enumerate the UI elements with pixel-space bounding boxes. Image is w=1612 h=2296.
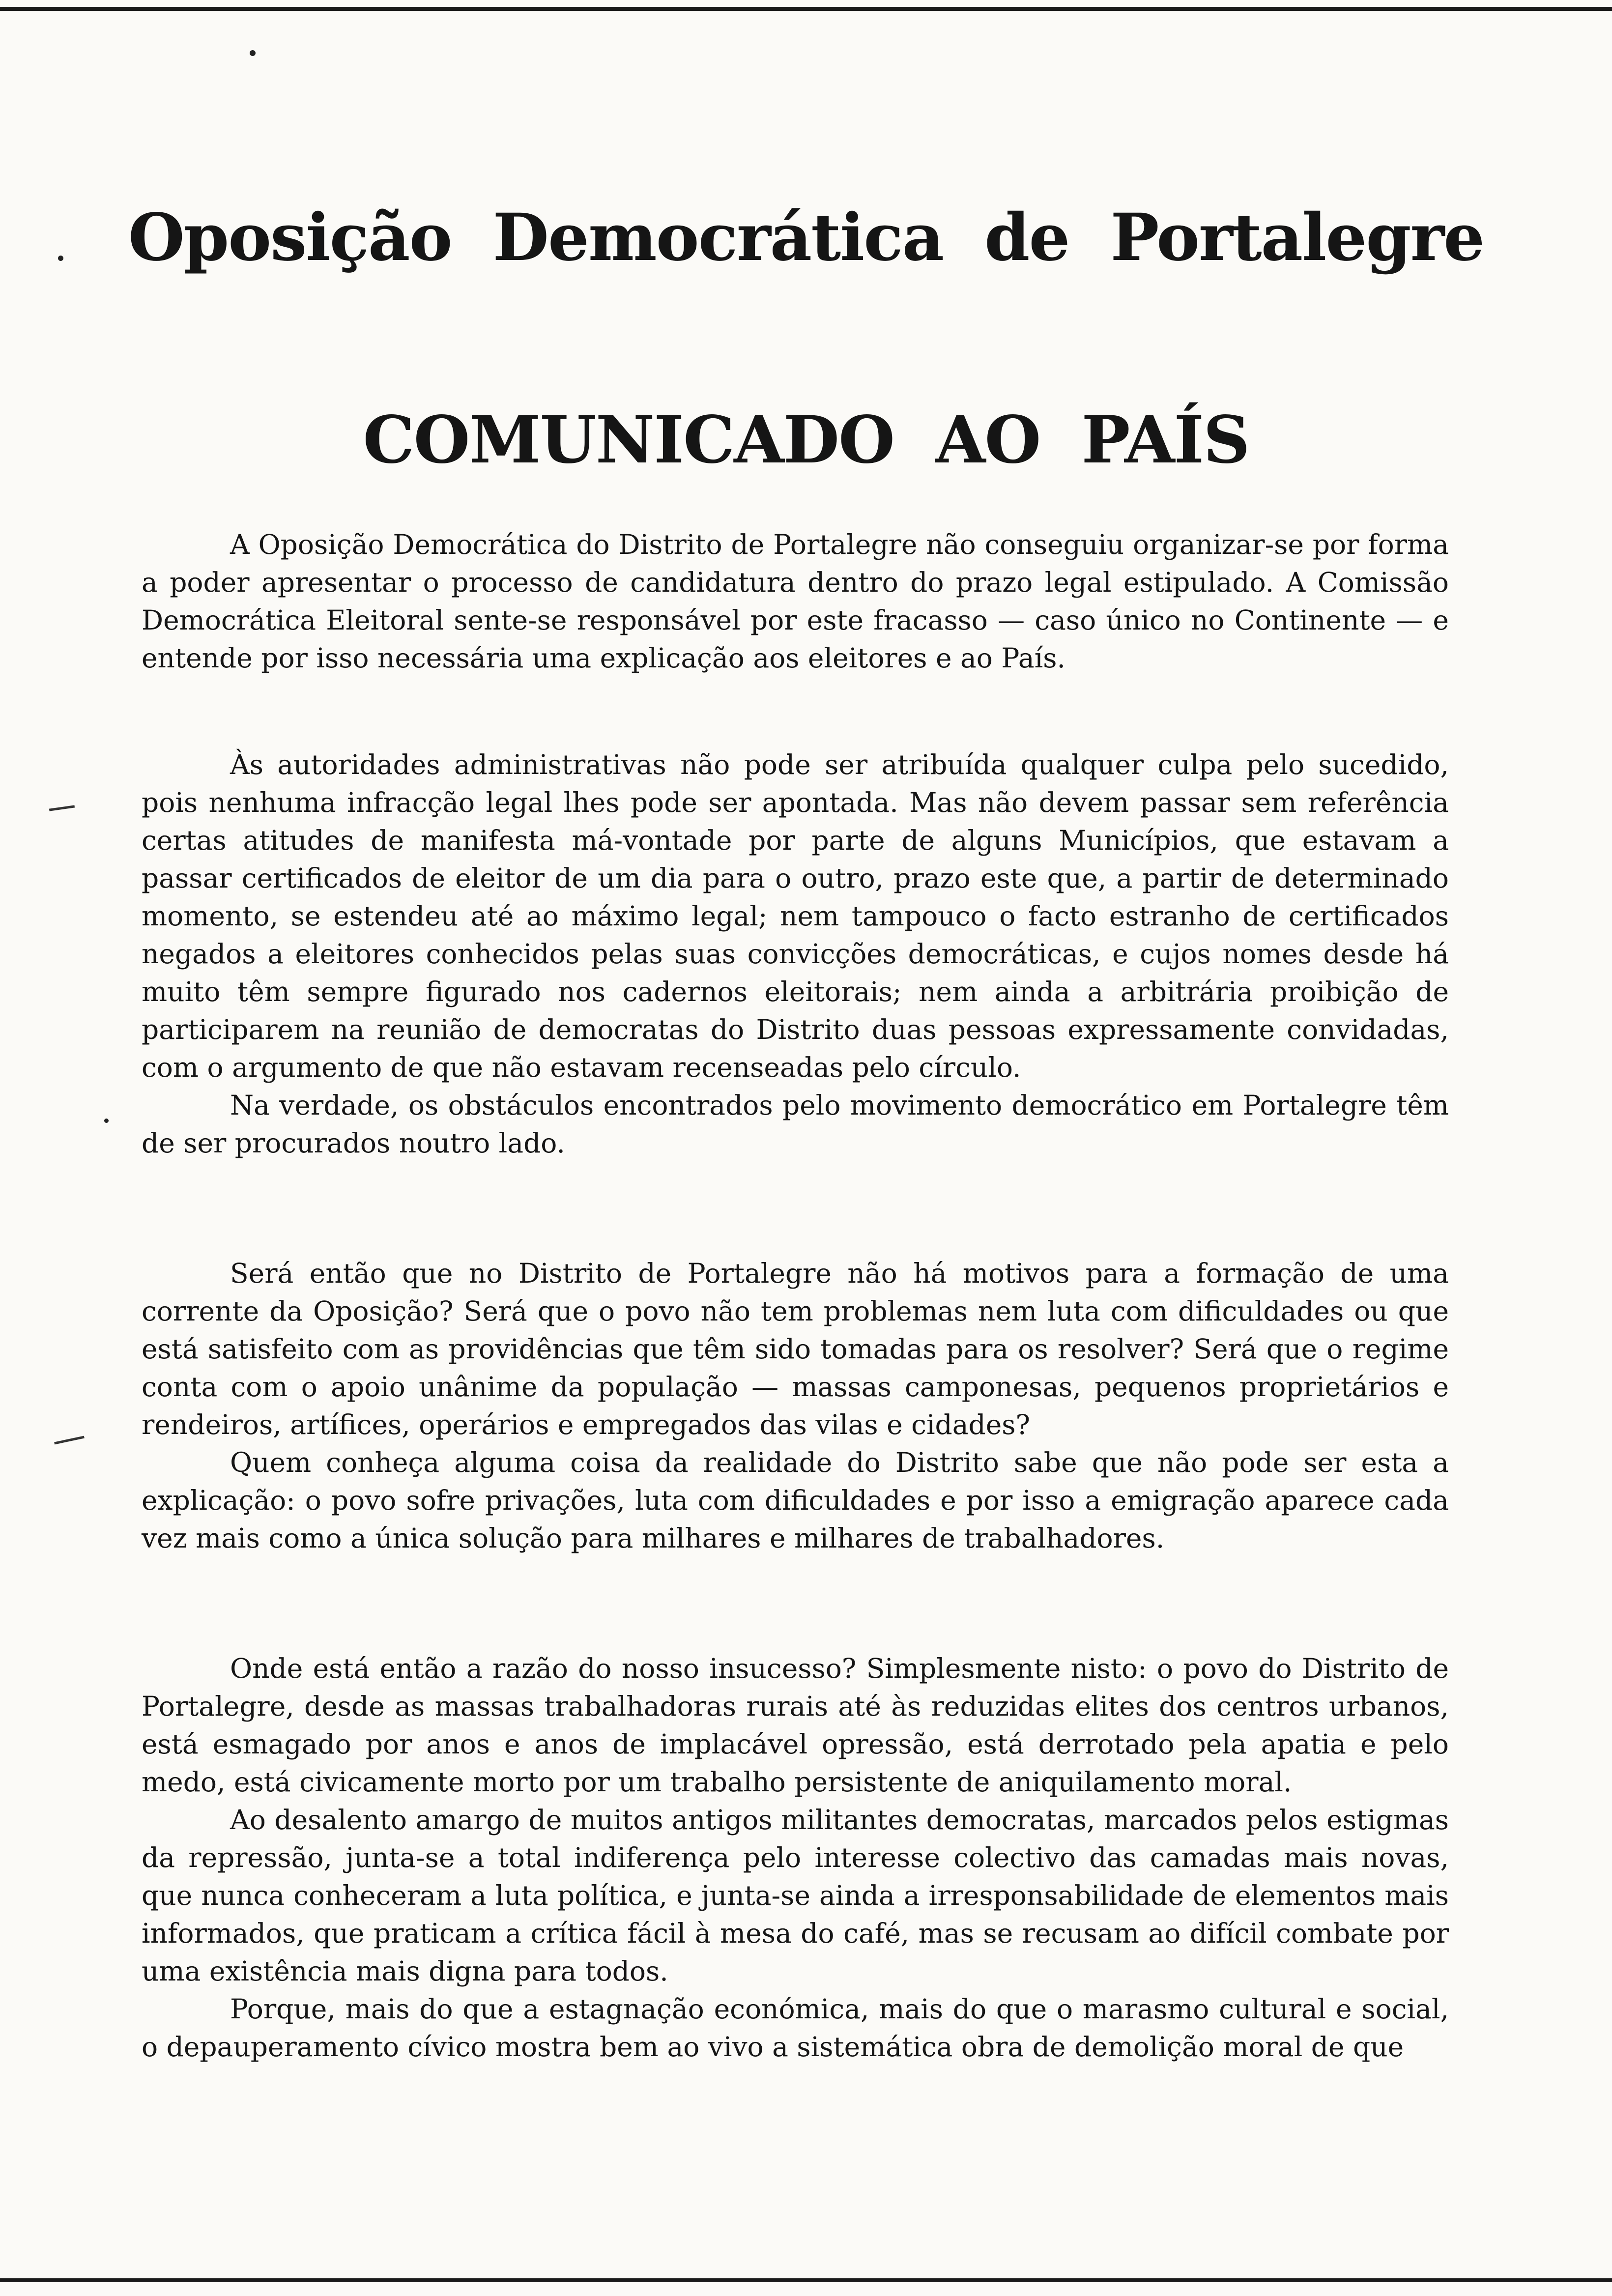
document-body bbox=[142, 526, 1449, 2066]
top-border-line bbox=[0, 7, 1612, 11]
paragraph: Será então que no Distrito de Portalegre não há motivos para a formação de uma corrente da Oposição? Será que o povo não tem problemas nem luta com dificuldades ou que está satisfeito com as providências que têm sido tomadas para os resolver? Será que o regime conta com o apoio unânime da população — massas camponesas, pequenos proprietários e rendeiros, artífices, operários e empregados das vilas e cidades? bbox=[142, 1258, 1449, 1440]
paragraph: Porque, mais do que a estagnação económica, mais do que o marasmo cultural e social, o depauperamento cívico mostra bem ao vivo a sistemática obra de demolição moral de que bbox=[142, 1993, 1449, 2063]
paragraph: Às autoridades administrativas não pode ser atribuída qualquer culpa pelo sucedido, pois nenhuma infracção legal lhes pode ser apontada. Mas não devem passar sem referência certas atitudes de manifesta má-vontade por parte de alguns Municípios, que estavam a passar certificados de eleitor de um dia para o outro, prazo este que, a partir de determinado momento, se estendeu até ao máximo legal; nem tampouco o facto estranho de certificados negados a eleitores conhecidos pelas suas convicções democráticas, e cujos nomes desde há muito têm sempre figurado nos cadernos eleitorais; nem ainda a arbitrária proibição de participarem na reunião de democratas do Distrito duas pessoas expressamente convidadas, com o argumento de que não estavam recenseadas pelo círculo. bbox=[142, 749, 1449, 1083]
margin-pen-mark bbox=[49, 805, 75, 811]
document-title: Oposição Democrática de Portalegre bbox=[128, 200, 1484, 276]
bottom-border-line bbox=[0, 2278, 1612, 2282]
scan-speck bbox=[104, 1119, 109, 1123]
scan-speck bbox=[250, 50, 256, 56]
paragraph: A Oposição Democrática do Distrito de Portalegre não conseguiu organizar-se por forma a poder apresentar o processo de candidatura dentro do prazo legal estipulado. A Comissão Democrática Eleitoral sente-se responsável por este fracasso — caso único no Continente — e entende por isso necessária uma explicação aos eleitores e ao País. bbox=[142, 529, 1449, 674]
paragraph: Quem conheça alguma coisa da realidade do Distrito sabe que não pode ser esta a explicação: o povo sofre privações, luta com dificuldades e por isso a emigração aparece cada vez mais como a única solução para milhares e milhares de trabalhadores. bbox=[142, 1447, 1449, 1554]
paragraph: Onde está então a razão do nosso insucesso? Simplesmente nisto: o povo do Distrito de Portalegre, desde as massas trabalhadoras rurais até às reduzidas elites dos centros urbanos, está esmagado por anos e anos de implacável opressão, está derrotado pela apatia e pelo medo, está civicamente morto por um trabalho persistente de aniquilamento moral. bbox=[142, 1653, 1449, 1798]
margin-pen-mark bbox=[54, 1436, 85, 1445]
paragraph: Na verdade, os obstáculos encontrados pelo movimento democrático em Portalegre têm de ser procurados noutro lado. bbox=[142, 1090, 1449, 1159]
paragraph: Ao desalento amargo de muitos antigos militantes democratas, marcados pelos estigmas da repressão, junta-se a total indiferença pelo interesse colectivo das camadas mais novas, que nunca conheceram a luta política, e junta-se ainda a irresponsabilidade de elementos mais informados, que praticam a crítica fácil à mesa do café, mas se recusam ao difícil combate por uma existência mais digna para todos. bbox=[142, 1804, 1449, 1987]
document-subtitle: COMUNICADO AO PAÍS bbox=[363, 402, 1249, 478]
